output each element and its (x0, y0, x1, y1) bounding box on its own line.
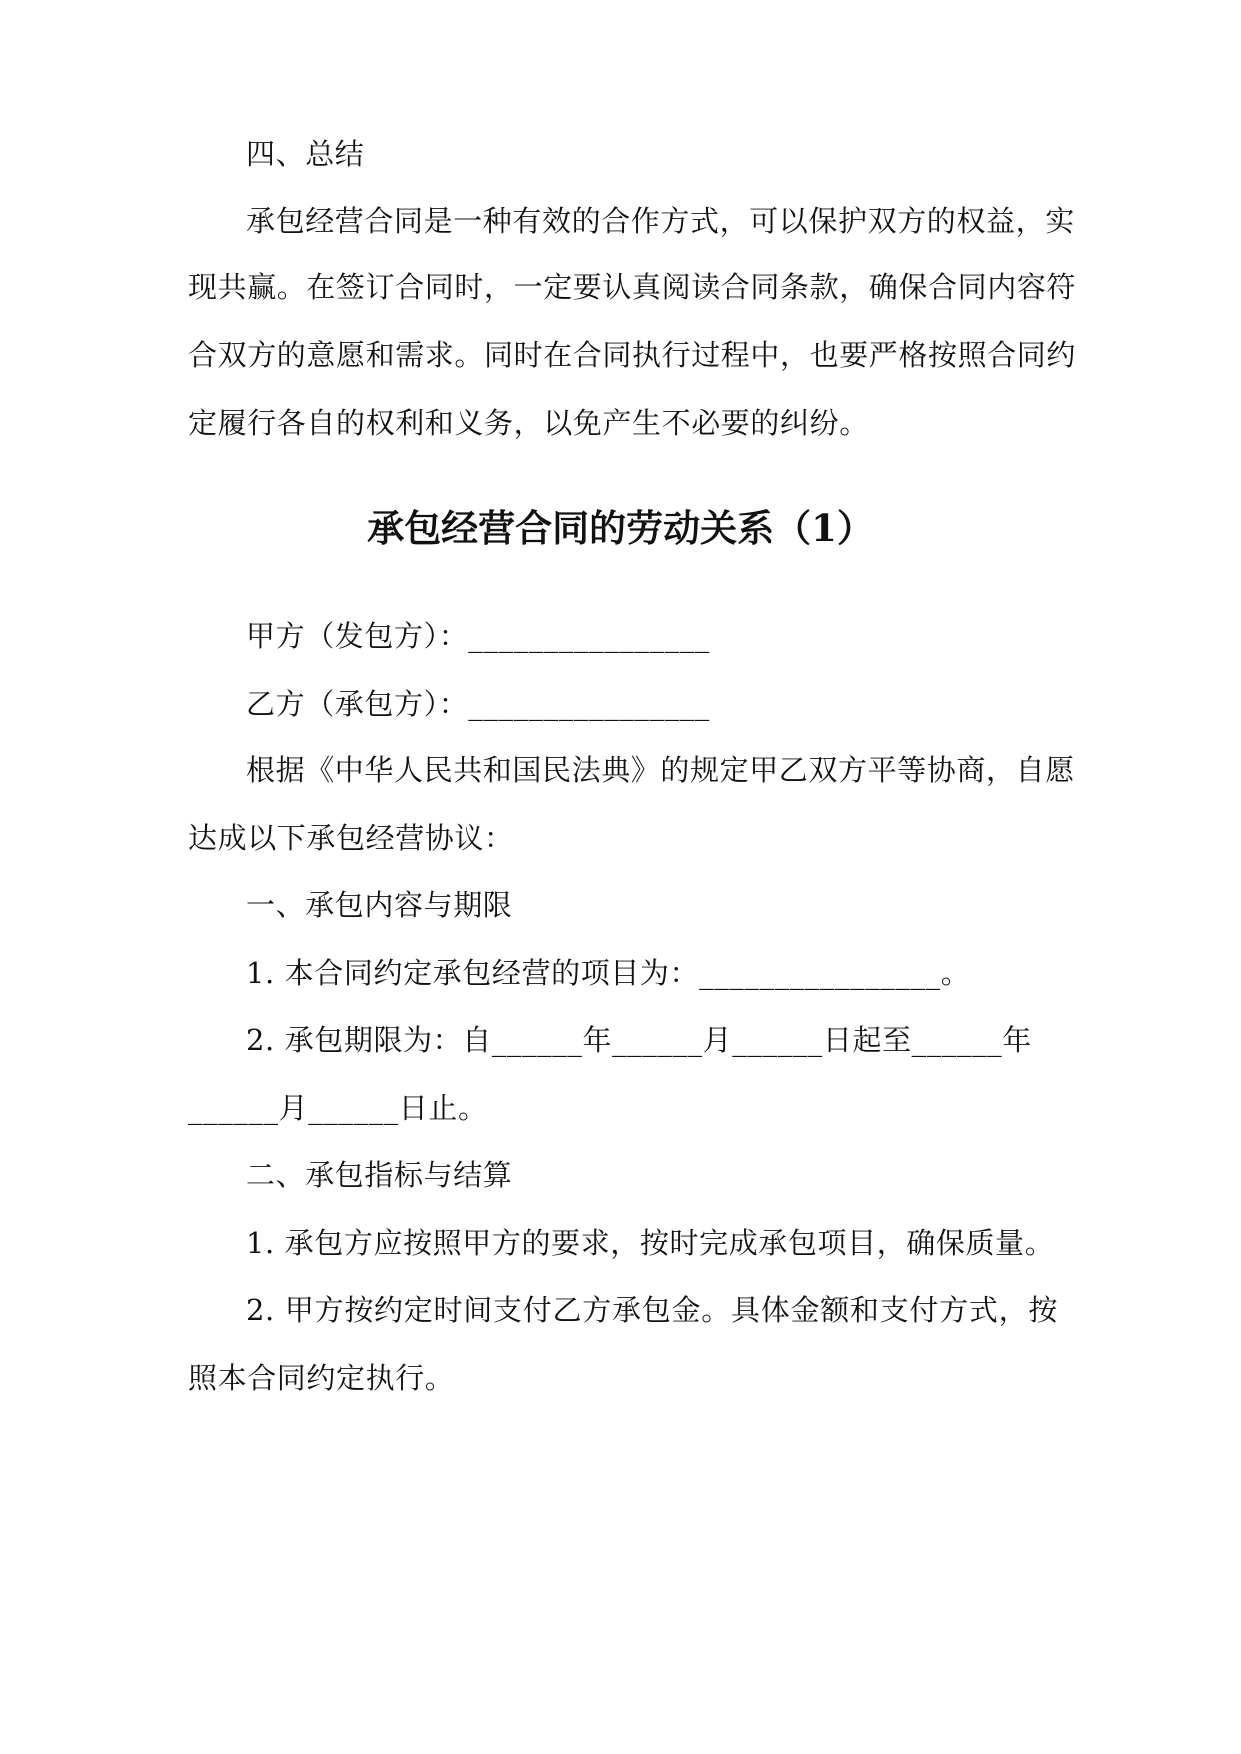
summary-paragraph-line: 承包经营合同是一种有效的合作方式，可以保护双方的权益，实 (246, 204, 1075, 238)
article-1-item-2-line: ______月______日止。 (188, 1091, 488, 1125)
intro-paragraph-line: 根据《中华人民共和国民法典》的规定甲乙双方平等协商，自愿 (246, 753, 1075, 787)
article-2-item-2-line: 照本合同约定执行。 (188, 1361, 455, 1395)
section-heading-summary: 四、总结 (246, 137, 365, 171)
article-1-heading: 一、承包内容与期限 (246, 888, 513, 922)
intro-paragraph-line: 达成以下承包经营协议： (188, 821, 514, 855)
summary-paragraph-line: 现共赢。在签订合同时，一定要认真阅读合同条款，确保合同内容符 (188, 270, 1077, 304)
article-2-item-2-line: 2. 甲方按约定时间支付乙方承包金。具体金额和支付方式，按 (246, 1293, 1058, 1327)
summary-paragraph-line: 合双方的意愿和需求。同时在合同执行过程中，也要严格按照合同约 (188, 338, 1077, 372)
article-1-item-1: 1. 本合同约定承包经营的项目为：________________。 (246, 956, 971, 990)
article-2-item-1: 1. 承包方应按照甲方的要求，按时完成承包项目，确保质量。 (246, 1226, 1055, 1260)
party-a-line: 甲方（发包方）：________________ (246, 619, 710, 653)
contract-title: 承包经营合同的劳动关系（1） (367, 506, 874, 550)
article-1-item-2-line: 2. 承包期限为：自______年______月______日起至______年 (246, 1023, 1032, 1057)
article-2-heading: 二、承包指标与结算 (246, 1158, 513, 1192)
party-b-line: 乙方（承包方）：________________ (246, 687, 710, 721)
summary-paragraph-line: 定履行各自的权利和义务，以免产生不必要的纠纷。 (188, 406, 869, 440)
